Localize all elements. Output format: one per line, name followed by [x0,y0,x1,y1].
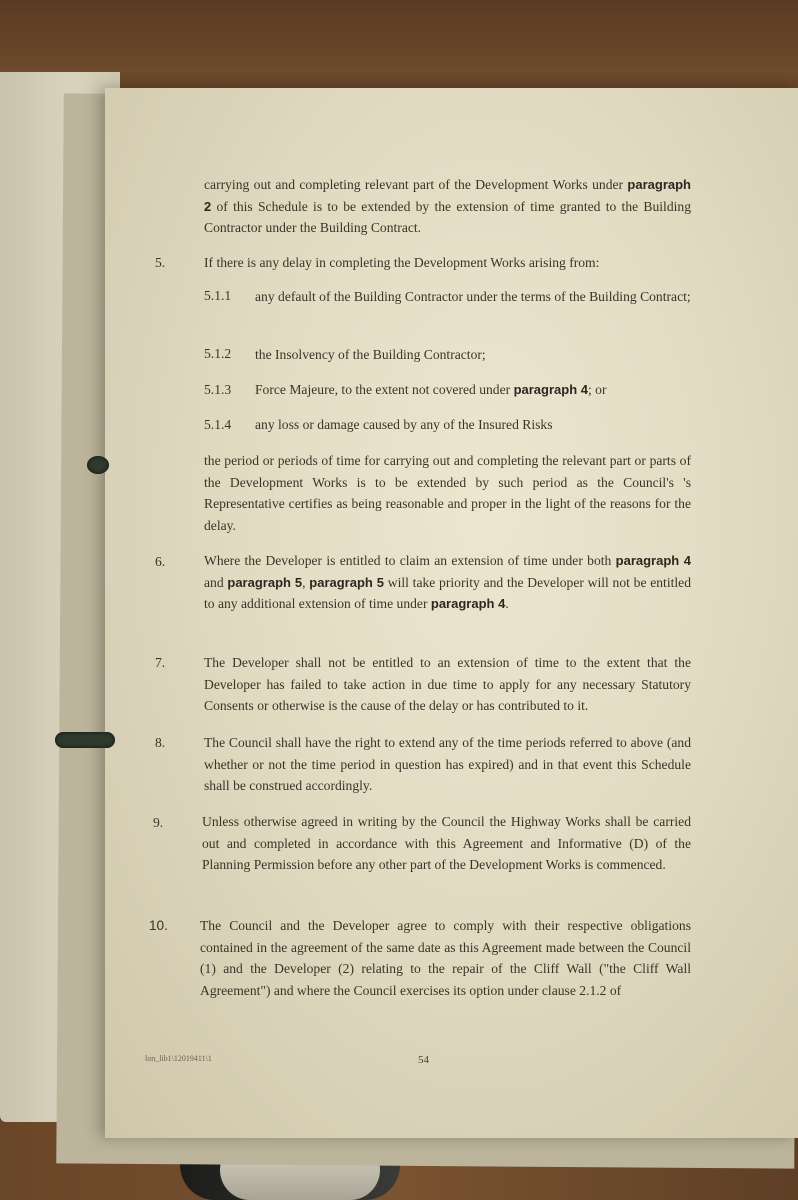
paragraph-reference: paragraph 4 [513,382,588,397]
clause-number: 10. [149,918,168,933]
page-number: 54 [418,1054,429,1066]
subclause-number: 5.1.2 [204,346,232,361]
clause-7-text: The Developer shall not be entitled to an extension of time to the extent that the Developer has failed to take action in due time to apply for any necessary Statutory Consents or otherwise is the cause of the delay or has contributed to it. [204,655,691,713]
paragraph-reference: paragraph 4 [430,596,506,611]
subclause-number: 5.1.1 [204,288,232,303]
subclause-text: any loss or damage caused by any of the Insured Risks [255,417,553,432]
intro-paragraph: carrying out and completing relevant part of the Development Works under paragraph 2 of this Schedule is to be extended by the extension of time granted to the Building Contractor under the Building Contract. [204,177,691,235]
subclause-text: any default of the Building Contractor under the terms of the Building Contract; [255,289,691,304]
clause-8-text: The Council shall have the right to extend any of the time periods referred to above (and whether or not the time period in question has expired) and in that event this Schedule shall be construed accordingly. [204,735,691,793]
punch-hole [87,456,109,474]
clause-5-lead: If there is any delay in completing the Development Works arising from: [204,255,600,270]
clause-number: 7. [155,655,166,670]
clause-number: 8. [155,735,166,750]
paragraph-reference: paragraph 2 [204,177,691,214]
paragraph-reference: paragraph 5 [309,574,385,590]
clause-10-text: The Council and the Developer agree to comply with their respective obligations contained in the agreement of the same date as this Agreement made between the Council (1) and the Developer (2) relating to the repair of the Cliff Wall ("the Cliff Wall Agreement") and where the Council exercises its option under clause 2.1.2 of [200,918,691,998]
subclause-number: 5.1.3 [204,382,232,397]
clause-6-text: Where the Developer is entitled to claim an extension of time under both paragraph 4 and paragraph 5, paragraph 5 will take priority and the Developer will not be entitled to any additional extension of time under paragraph 4. [204,553,691,611]
document-reference: lon_lib1\12019411\1 [145,1054,212,1063]
punch-hole [55,732,115,748]
clause-number: 9. [153,815,164,830]
clause-number: 6. [155,554,166,569]
subclause-number: 5.1.4 [204,417,232,432]
subclause-text: Force Majeure, to the extent not covered under paragraph 4; or [255,382,607,397]
clause-9-text: Unless otherwise agreed in writing by the Council the Highway Works shall be carried out and completed in accordance with this Agreement and Informative (D) of the Planning Permission before any other part of the Development Works is commenced. [202,814,691,872]
document-page [105,88,798,1138]
paragraph-reference: paragraph 4 [615,553,691,568]
clause-number: 5. [155,255,166,270]
paragraph-reference: paragraph 5 [227,574,303,590]
clause-5-tail: the period or periods of time for carrying out and completing the relevant part or parts of the Development Works is to be extended by such period as the Council's 's Representative certifies as being reasonable and proper in the light of the reasons for the delay. [204,453,691,533]
subclause-text: the Insolvency of the Building Contractor; [255,347,486,362]
